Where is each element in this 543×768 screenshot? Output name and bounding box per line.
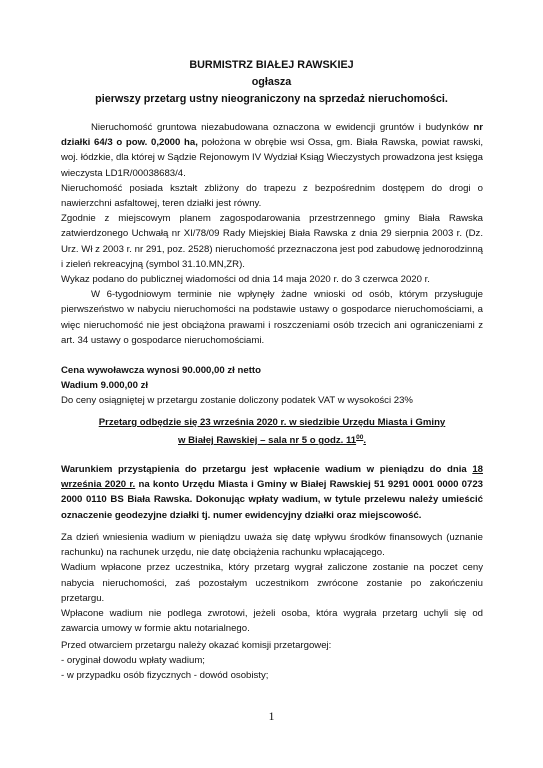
paragraph-zoning: Zgodnie z miejscowym planem zagospodarowania przestrzennego gminy Biała Rawska zatwierdzonego Uchwałą nr XI/78/09 Rady Miejskiej Biała Rawska z dnia 29 sierpnia 2003 r. (Dz. Urz. Wł z 2003 r. nr 291, poz. 2528) nieruchomość przeznaczona jest pod zabudowę jednorodzinną i zieleń rekreacyjną (symbol 31.10.MN,ZR). (61, 213, 483, 270)
property-description (61, 120, 483, 348)
price-section (61, 363, 483, 409)
text: położona w obrębie wsi Ossa, gm. Biała Rawska, powiat rawski, woj. łódzkie, dla której w Sądzie Rejonowym IV Wydział Ksiąg Wieczystych prowadzona jest księga wieczysta LD1R/00038683/4. (61, 137, 483, 179)
text: Nieruchomość gruntowa niezabudowana oznaczona w ewidencji gruntów i budynków (91, 122, 474, 133)
auction-details (61, 415, 483, 449)
deposit-amount: Wadium 9.000,00 zł (61, 380, 149, 392)
text: Warunkiem przystąpienia do przetargu jest wpłacenie wadium w pieniądzu do dnia (61, 464, 473, 475)
announcement-verb: ogłasza (251, 76, 292, 88)
paragraph-listing: Wykaz podano do publicznej wiadomości od dnia 14 maja 2020 r. do 3 czerwca 2020 r. (61, 274, 430, 286)
deposit-deadline: 18 września 2020 r. (61, 464, 483, 491)
paragraph-priority: W 6-tygodniowym terminie nie wpłynęły żadne wnioski od osób, którym przysługuje pierwszeństwo w nabyciu nieruchomości na podstawie ustawy o gospodarce nieruchomościami, a więc nieruchomość nie jest obciążona prawami i roszczeniami osób trzecich ani ograniczeniami z art. 34 ustawy o gospodarce nieruchomościami. (61, 289, 483, 346)
document-item: - w przypadku osób fizycznych - dowód osobisty; (61, 670, 269, 682)
deposit-rule: Wpłacone wadium nie podlega zwrotowi, jeżeli osoba, która wygrała przetarg uchyli się od zawarcia umowy w formie aktu notarialnego. (61, 608, 483, 635)
issuer-title: BURMISTRZ BIAŁEJ RAWSKIEJ (189, 59, 354, 71)
document-item: - oryginał dowodu wpłaty wadium; (61, 655, 205, 667)
parcel-number: nr działki 64/3 o pow. 0,2000 ha, (61, 122, 483, 149)
page-number: 1 (268, 709, 275, 723)
paragraph-property (61, 120, 483, 181)
condition-text (61, 462, 483, 523)
documents-intro: Przed otwarciem przetargu należy okazać komisji przetargowej: (61, 640, 332, 651)
auction-room-time (61, 430, 483, 448)
announcement-header (40, 57, 503, 108)
required-documents (61, 638, 483, 684)
auction-date-place: Przetarg odbędzie się 23 września 2020 r. w siedzibie Urzędu Miasta i Gminy (98, 417, 446, 428)
deposit-rules (61, 530, 483, 636)
participation-condition (61, 462, 483, 523)
time-minutes: 00 (356, 434, 364, 442)
text: na konto Urzędu Miasta i Gminy w Białej Rawskiej 51 9291 0001 0000 0723 2000 0110 BS Biała Rawska. Dokonując wpłaty wadium, w tytule przelewu należy umieścić oznaczenie geodezyjne działki tj. numer ewidencyjny działki oraz miejscowość. (61, 479, 483, 521)
paragraph-shape: Nieruchomość posiada kształt zbliżony do trapezu z bezpośrednim dostępem do drogi o nawierzchni asfaltowej, teren działki jest równy. (61, 182, 483, 210)
starting-price: Cena wywoławcza wynosi 90.000,00 zł netto (61, 365, 261, 376)
vat-note: Do ceny osiągniętej w przetargu zostanie doliczony podatek VAT w wysokości 23% (61, 395, 413, 407)
announcement-subject: pierwszy przetarg ustny nieograniczony na sprzedaż nieruchomości. (95, 93, 448, 105)
deposit-rule: Za dzień wniesienia wadium w pieniądzu uważa się datę wpływu środków finansowych (uznanie rachunku) na rachunek urzędu, nie datę obciążenia rachunku wpłacającego. (61, 532, 483, 559)
deposit-rule: Wadium wpłacone przez uczestnika, który przetarg wygrał zaliczone zostanie na poczet ceny nabycia nieruchomości, zaś pozostałym uczestnikom zwrócone zostanie po zakończeniu przetargu. (61, 562, 483, 604)
text: w Białej Rawskiej – sala nr 5 o godz. 11 (178, 435, 357, 447)
text: . (363, 435, 366, 447)
